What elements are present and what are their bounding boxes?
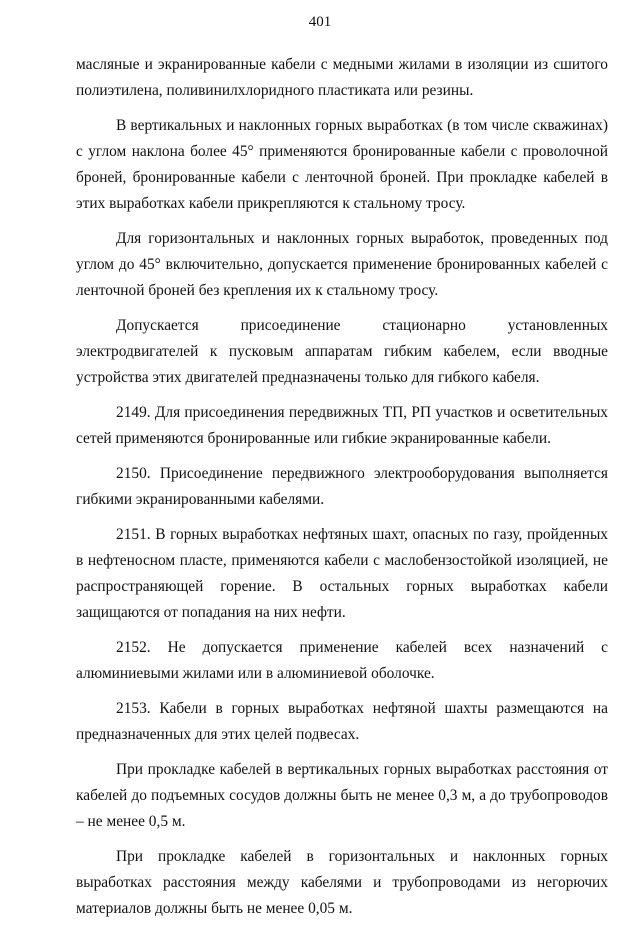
paragraph-2149: 2149. Для присоединения передвижных ТП, РП участков и осветительных сетей применяются бронированные или гибкие экранированные кабели. <box>76 404 608 447</box>
paragraph-horizontal-workings: Для горизонтальных и наклонных горных выработок, проведенных под углом до 45° включительно, допускается применение бронированных кабелей с ленточной броней без крепления их к стальному тросу. <box>76 230 608 299</box>
paragraph-2150: 2150. Присоединение передвижного электрооборудования выполняется гибкими экранированными кабелями. <box>76 465 608 508</box>
paragraph-2152: 2152. Не допускается применение кабелей всех назначений с алюминиевыми жилами или в алюминиевой оболочке. <box>76 639 608 682</box>
paragraph-vertical-workings: В вертикальных и наклонных горных выработках (в том числе скважинах) с углом наклона более 45° применяются бронированные кабели с проволочной броней, бронированные кабели с ленточной броней. При прокладке кабелей в этих выработках кабели прикрепляются к стальному тросу. <box>76 117 608 212</box>
paragraph-horizontal-distances: При прокладке кабелей в горизонтальных и наклонных горных выработках расстояния между кабелями и трубопроводами из негорючих материалов должны быть не менее 0,05 м. <box>76 848 608 917</box>
paragraph-2151: 2151. В горных выработках нефтяных шахт, опасных по газу, пройденных в нефтеносном пласте, применяются кабели с маслобензостойкой изоляцией, не распространяющей горение. В остальных горных выработках кабели защищаются от попадания на них нефти. <box>76 526 608 621</box>
paragraph-2153: 2153. Кабели в горных выработках нефтяной шахты размещаются на предназначенных для этих целей подвесах. <box>76 700 608 743</box>
page-number: 401 <box>308 14 332 30</box>
paragraph-vertical-distances: При прокладке кабелей в вертикальных горных выработках расстояния от кабелей до подъемных сосудов должны быть не менее 0,3 м, а до трубопроводов – не менее 0,5 м. <box>76 761 608 830</box>
body-text <box>76 52 608 931</box>
paragraph-continuation: масляные и экранированные кабели с медными жилами в изоляции из сшитого полиэтилена, поливинилхлоридного пластиката или резины. <box>76 56 608 99</box>
paragraph-motor-connection: Допускается присоединение стационарно установленных электродвигателей к пусковым аппаратам гибким кабелем, если вводные устройства этих двигателей предназначены только для гибкого кабеля. <box>76 317 608 386</box>
